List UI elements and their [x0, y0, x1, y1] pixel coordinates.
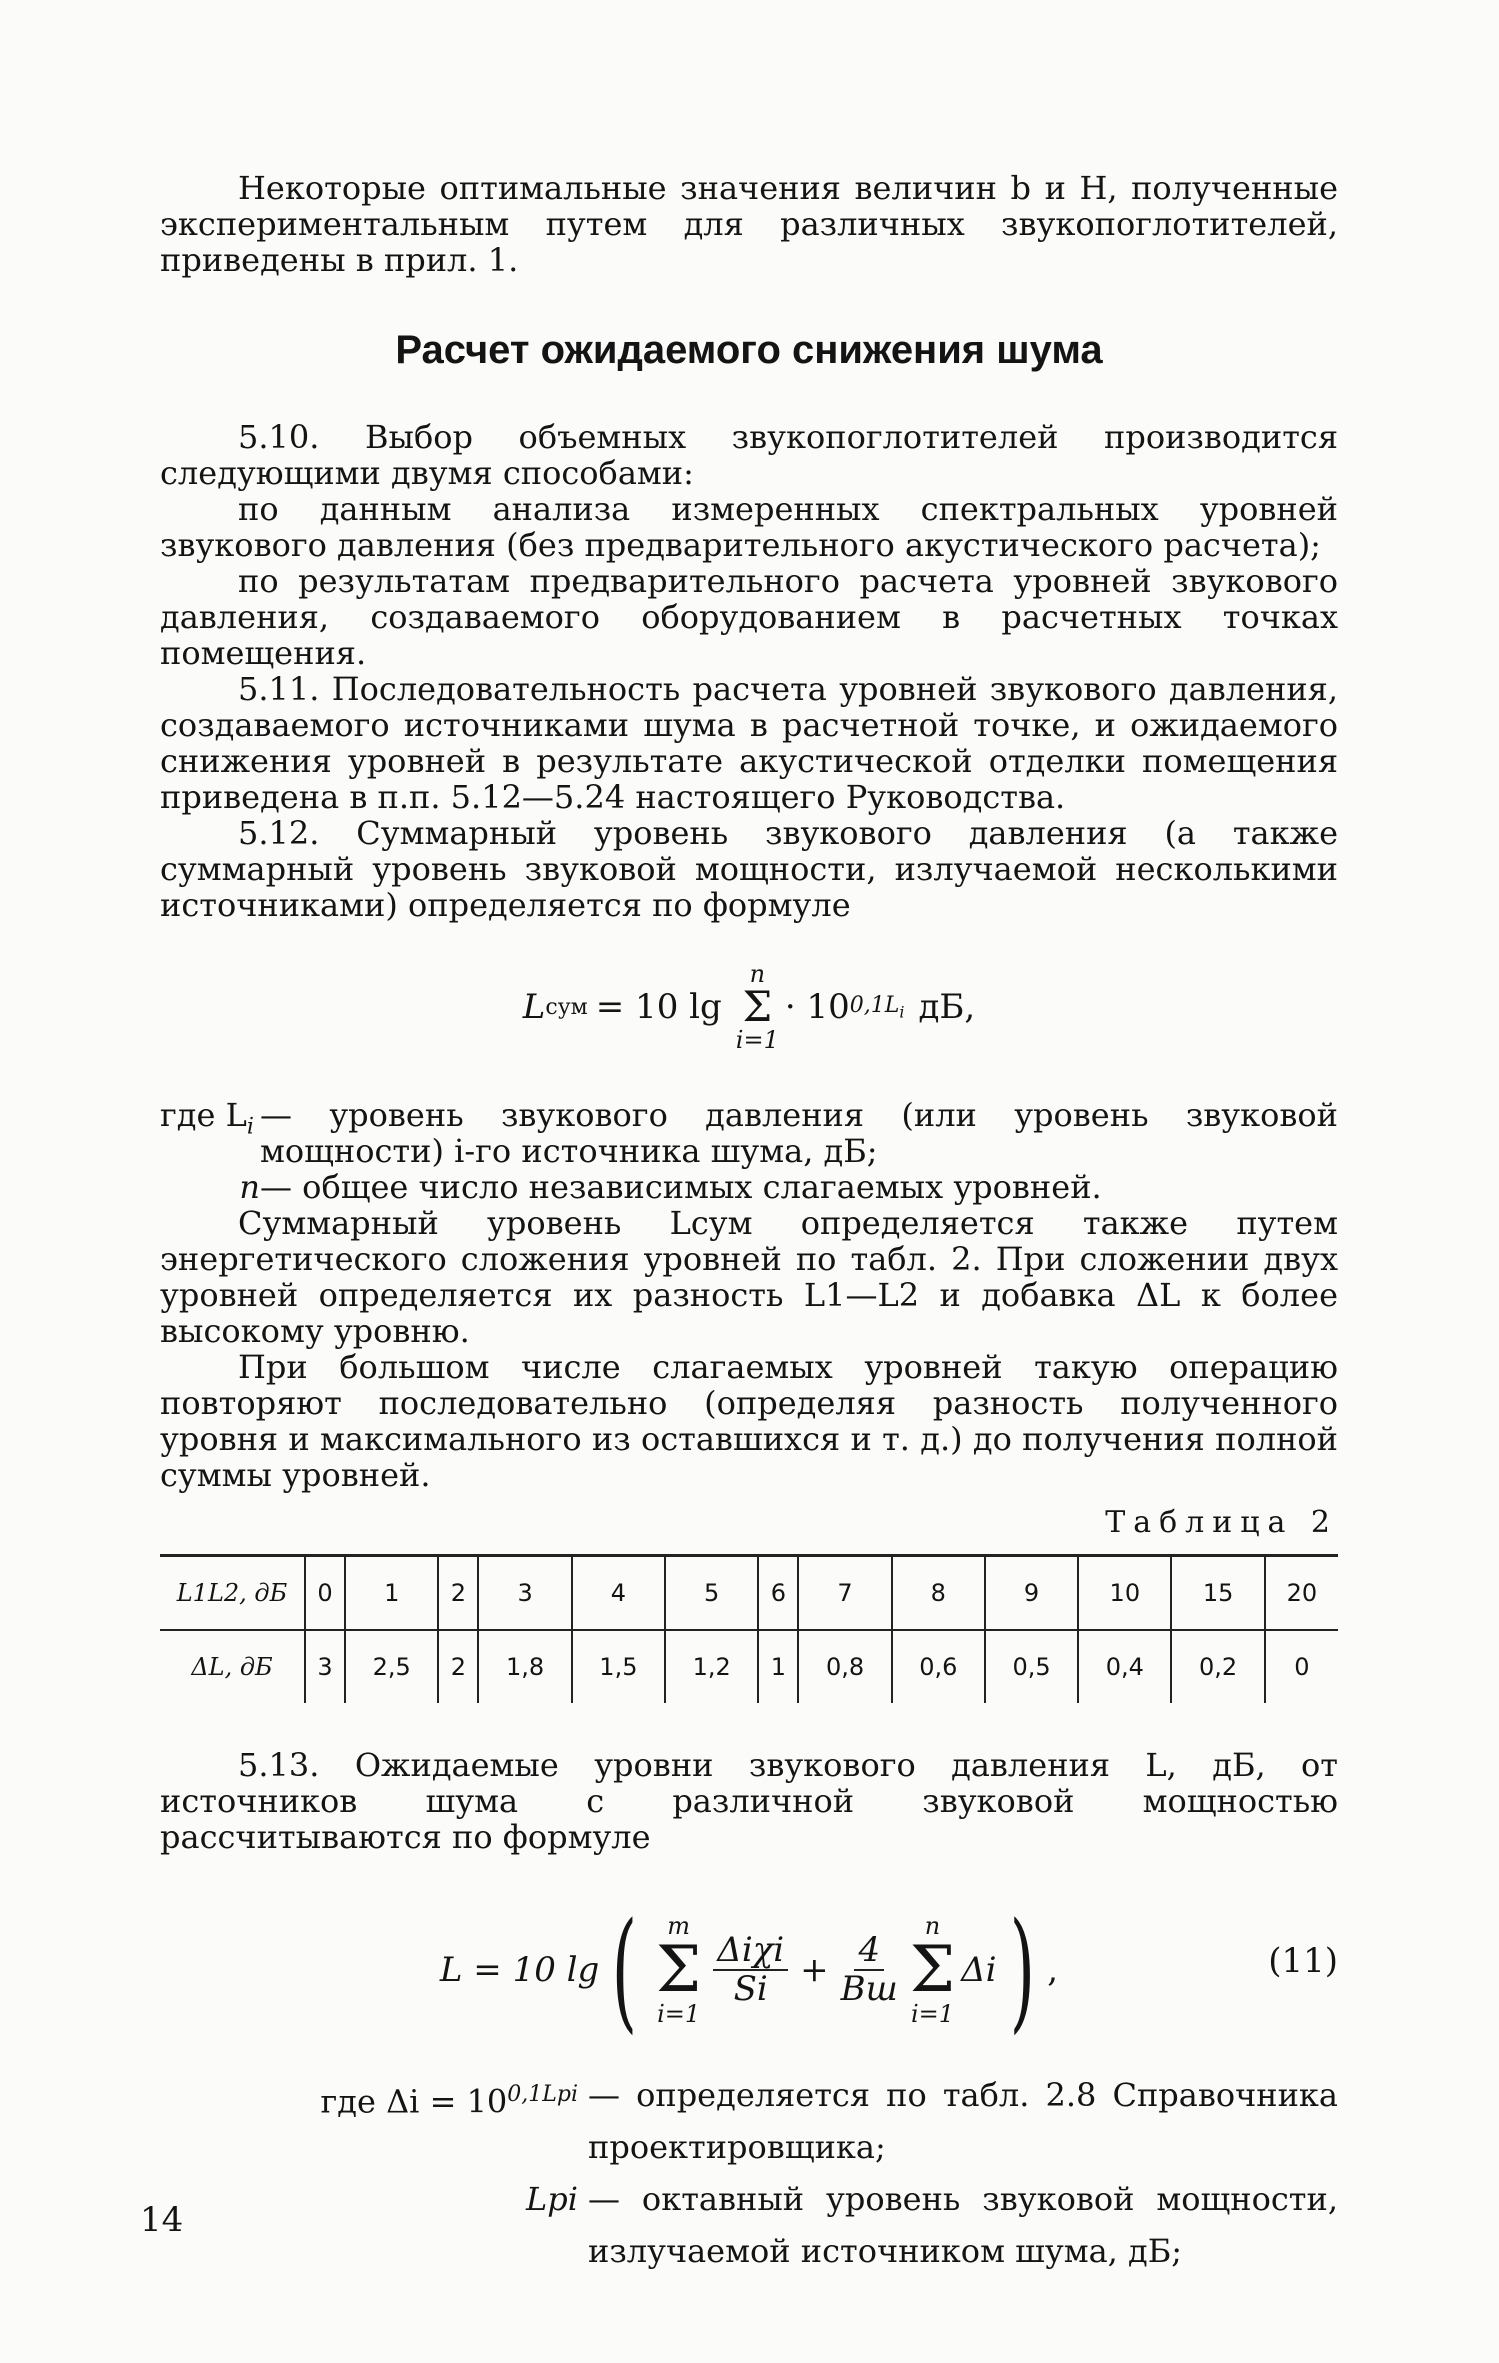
sum-upper-limit: m: [667, 1912, 691, 1940]
definition-li-symbol: где L: [160, 1096, 247, 1134]
sum-symbol: n Σ i=1: [909, 1912, 956, 2028]
table-cell: 4: [572, 1556, 665, 1631]
fraction: [840, 1929, 898, 2009]
formula-sum-level: [160, 947, 1338, 1067]
table-2: [160, 1554, 1338, 1703]
paragraph-sum-2: При большом числе слагаемых уровней такую операцию повторяют последовательно (определяя разность полученного уровня и максимального из оставшихся и т. д.) до получения полной суммы уровней.: [160, 1348, 1338, 1494]
table-cell: 20: [1265, 1556, 1338, 1631]
table-cell: 10: [1078, 1556, 1171, 1631]
table-cell: 0,5: [985, 1630, 1078, 1703]
formula-lhs: L: [522, 987, 546, 1027]
paragraph-5-10: 5.10. Выбор объемных звукопоглотителей производится следующими двумя способами:: [160, 418, 1338, 492]
definition-n-symbol: n: [239, 1168, 260, 1206]
paragraph-5-10-b: по результатам предварительного расчета уровней звукового давления, создаваемого оборудованием в расчетных точках помещения.: [160, 562, 1338, 672]
table-cell: 0: [305, 1556, 345, 1631]
paragraph-sum-1: Суммарный уровень Lсум определяется также путем энергетического сложения уровней по табл. 2. При сложении двух уровней определяется их разность L1—L2 и добавка ΔL к более высокому уровню.: [160, 1204, 1338, 1350]
where-delta: [160, 2069, 1338, 2173]
table-cell: 3: [478, 1556, 571, 1631]
formula-term: Δi: [961, 1950, 997, 1990]
table-cell: 0,6: [892, 1630, 985, 1703]
definition-li-sub: i: [246, 1114, 254, 1140]
definition-n: [160, 1169, 1338, 1205]
paragraph-5-10-a: по данным анализа измеренных спектральных уровней звукового давления (без предварительного акустического расчета);: [160, 490, 1338, 564]
formula-mid: = 10 lg: [595, 987, 722, 1027]
formula-exponent: 0,1L: [849, 992, 900, 1018]
sum-upper-limit: n: [924, 1912, 941, 1940]
equation-number: (11): [1268, 1941, 1338, 1981]
fraction-numerator: 4: [854, 1932, 884, 1971]
table-cell: 0,4: [1078, 1630, 1171, 1703]
fraction-denominator: Bш: [840, 1969, 898, 2009]
table-cell: 2: [438, 1630, 478, 1703]
table-cell: 15: [1171, 1556, 1264, 1631]
definition-n-text: — общее число независимых слагаемых уровней.: [260, 1168, 1102, 1206]
table-row-label: L1L2, дБ: [160, 1556, 305, 1631]
table-cell: 1: [345, 1556, 438, 1631]
fraction-numerator: Δiχi: [713, 1932, 788, 1971]
paragraph-5-11: 5.11. Последовательность расчета уровней звукового давления, создаваемого источниками шума в расчетной точке, и ожидаемого снижения уровней в результате акустической отделки помещения приведена в п.п. 5.12—5.24 настоящего Руководства.: [160, 670, 1338, 816]
sum-lower-limit: i=1: [735, 1026, 779, 1054]
table-cell: 2: [438, 1556, 478, 1631]
table-cell: 2,5: [345, 1630, 438, 1703]
section-heading: Расчет ожидаемого снижения шума: [395, 328, 1103, 372]
formula-exponent-sub: i: [899, 1002, 905, 1022]
fraction-denominator: Si: [733, 1969, 768, 2009]
table-cell: 3: [305, 1630, 345, 1703]
formula-plus: +: [800, 1950, 829, 1990]
table-cell: 8: [892, 1556, 985, 1631]
formula-term: · 10: [784, 987, 850, 1027]
table-cell: 1: [758, 1630, 798, 1703]
table-cell: 1,5: [572, 1630, 665, 1703]
sum-lower-limit: i=1: [657, 2000, 701, 2028]
where-delta-text: — определяется по табл. 2.8 Справочника проектировщика;: [588, 2076, 1338, 2166]
table-cell: 5: [665, 1556, 758, 1631]
table-cell: 1,8: [478, 1630, 571, 1703]
table-cell: 0,8: [798, 1630, 891, 1703]
table-cell: 9: [985, 1556, 1078, 1631]
paragraph-5-12: 5.12. Суммарный уровень звукового давления (а также суммарный уровень звуковой мощности, излучаемой несколькими источниками) определяется по формуле: [160, 814, 1338, 924]
sum-upper-limit: n: [749, 960, 766, 988]
where-delta-lhs: где Δi = 10: [320, 2082, 508, 2121]
table-cell: 1,2: [665, 1630, 758, 1703]
sum-symbol: n Σ i=1: [735, 960, 779, 1054]
page-number: 14: [140, 2200, 184, 2240]
formula-definitions: [160, 1097, 1338, 1205]
definition-li-text: — уровень звукового давления (или уровень звуковой мощности) i-го источника шума, дБ;: [260, 1096, 1338, 1170]
table-row: [160, 1630, 1338, 1703]
sum-symbol: m Σ i=1: [656, 1912, 702, 2028]
where-delta-exponent: 0,1Lpi: [507, 2082, 578, 2107]
table-row-label: ΔL, дБ: [160, 1630, 305, 1703]
formula-11: L = 10 lg ( m Σ i=1 $\frac{\text{Δiχi}}{Si}$ + $\frac{4}{Bш}$ n Σ i=1 Δi ) , (11): [439, 1894, 1338, 2046]
formula-lhs-sub: сум: [545, 994, 588, 1020]
formula-11-lhs: L = 10 lg: [439, 1950, 600, 1990]
table-caption: Таблица 2: [1105, 1505, 1338, 1540]
sum-lower-limit: i=1: [910, 2000, 955, 2028]
paragraph-5-13: 5.13. Ожидаемые уровни звукового давления L, дБ, от источников шума с различной звуковой мощностью рассчитываются по формуле: [160, 1746, 1338, 1856]
table-cell: 0,2: [1171, 1630, 1264, 1703]
where-lp-text: — октавный уровень звуковой мощности, излучаемой источником шума, дБ;: [588, 2180, 1338, 2270]
definition-li: [160, 1097, 1338, 1169]
fraction: [713, 1929, 788, 2009]
intro-paragraph: Некоторые оптимальные значения величин b и H, полученные экспериментальным путем для различных звукопоглотителей, приведены в прил. 1.: [160, 169, 1338, 279]
page-body: [160, 170, 1338, 2277]
formula-tail: ,: [1047, 1950, 1059, 1990]
table-cell: 6: [758, 1556, 798, 1631]
where-lp: [160, 2173, 1338, 2277]
formula-unit: дБ,: [918, 987, 976, 1027]
table-cell: 0: [1265, 1630, 1338, 1703]
table-row: [160, 1556, 1338, 1631]
table-cell: 7: [798, 1556, 891, 1631]
where-lp-symbol: Lpi: [526, 2180, 578, 2218]
